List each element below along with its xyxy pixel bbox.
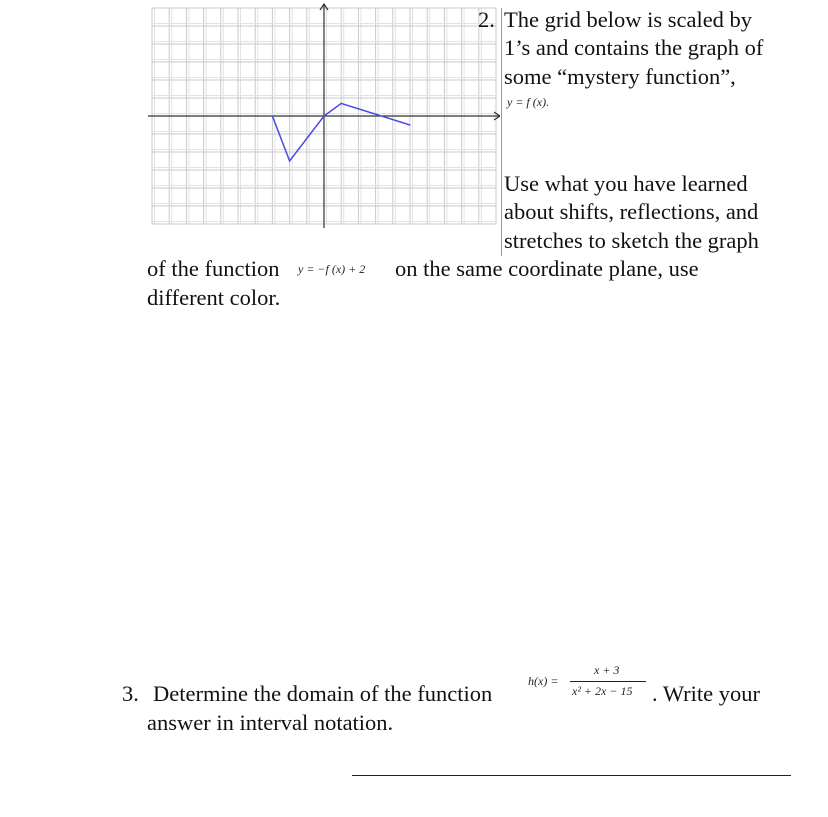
data-point xyxy=(272,115,273,116)
data-point xyxy=(341,103,342,104)
q2-line-8: different color. xyxy=(147,285,281,310)
q2-line-2: 1’s and contains the graph of xyxy=(504,35,764,60)
q3-text-post: . Write your xyxy=(652,681,761,706)
data-point xyxy=(323,115,324,116)
q2-line-5: about shifts, reflections, and xyxy=(504,199,759,224)
q2-line-4: Use what you have learned xyxy=(504,171,748,196)
q3-text-pre: Determine the domain of the function xyxy=(153,681,493,706)
q2-line-7-post: on the same coordinate plane, use xyxy=(395,256,699,281)
data-point xyxy=(409,124,410,125)
q3-fraction-bar xyxy=(570,681,646,682)
q2-line-6: stretches to sketch the graph xyxy=(504,228,759,253)
q3-formula-denominator: x² + 2x − 15 xyxy=(572,684,633,698)
q3-number: 3. xyxy=(122,681,139,706)
answer-blank-line[interactable] xyxy=(352,775,791,776)
q2-line-3: some “mystery function”, xyxy=(504,64,736,89)
coordinate-grid xyxy=(148,2,500,228)
q3-formula-lhs: h(x) = xyxy=(528,674,559,688)
q2-inline-formula: y = −f (x) + 2 xyxy=(298,262,366,276)
q2-line-7-pre: of the function xyxy=(147,256,280,281)
q3-line-2: answer in interval notation. xyxy=(147,710,394,735)
q3-formula-numerator: x + 3 xyxy=(594,663,620,677)
q2-function-label: y = f (x). xyxy=(507,95,550,109)
data-point xyxy=(289,160,290,161)
q2-text-rule xyxy=(501,8,502,256)
q2-number: 2. xyxy=(478,7,495,32)
q2-line-1: The grid below is scaled by xyxy=(504,7,753,32)
